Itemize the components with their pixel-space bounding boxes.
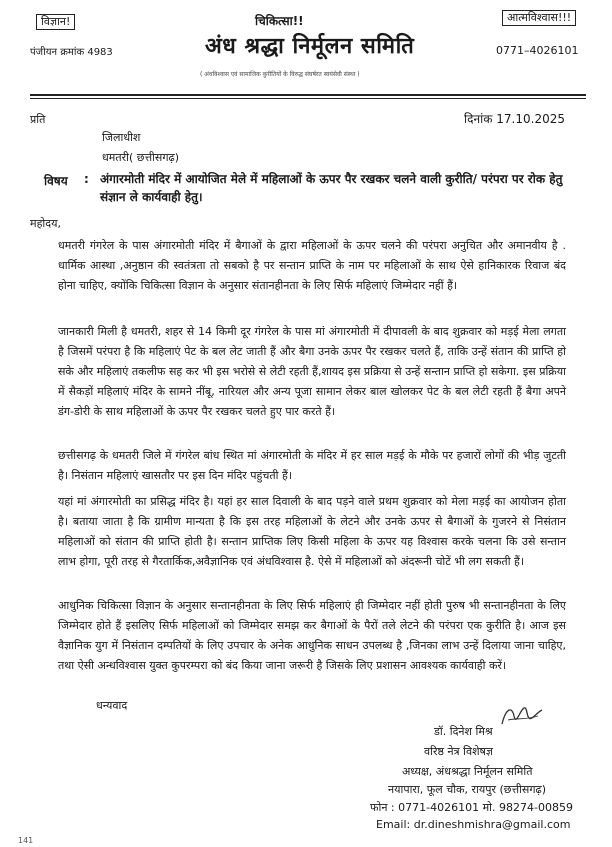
registration-number: पंजीयन क्रमांक 4983 — [30, 47, 113, 58]
body-paragraph: धमतरी गंगरेल के पास अंगारमोती मंदिर में बैगाओं के द्वारा महिलाओं के ऊपर चलने की परंपरा अनुचित और अमानवीय है . धार्मिक आस्था ,अनुष्ठान की स्वतंत्रता तो सबको है पर सन्तान प्राप्ति के नाम पर महिलाओं के साथ ऐसे हानिकारक रिवाज बंद होना चाहिए, क्योंकि चिकित्सा विज्ञान के अनुसार संतानहीनता के लिए सिर्फ महिलाएं जिम्मेदार नहीं हैं। — [58, 239, 566, 292]
recipient-title: जिलाधीश — [102, 131, 141, 144]
letterhead-tag-confidence: आत्मविश्वास!!! — [502, 10, 576, 26]
signatory-email: Email: dr.dineshmishra@gmail.com — [376, 818, 571, 831]
signature-scribble — [498, 702, 544, 730]
header-divider-thin — [30, 98, 586, 99]
header-divider — [30, 94, 586, 96]
body-paragraph: आधुनिक चिकित्सा विज्ञान के अनुसार सन्तानहीनता के लिए सिर्फ महिलाएं ही जिम्मेदार नहीं होती पुरुष भी सन्तानहीनता के लिए जिम्मेदार होते हैं इसलिए सिर्फ महिलाओं को जिम्मेदार समझ कर बैगाओं के पैरों तले लेटने की परंपरा एक कुरीति है। आज इस वैज्ञानिक युग में निसंतान दम्पतियों के लिए उपचार के अनेक आधुनिक साधन उपलब्ध है ,जिनका लाभ उन्हें दिलाया जाना चाहिए, तथा ऐसी अन्धविश्वास युक्त कुपरम्परा को बंद किया जाना जरूरी है जिसके लिए प्रशासन आवश्यक कार्यवाही करें। — [58, 599, 566, 672]
page-code: 141 — [18, 836, 34, 845]
letterhead-tag-medicine: चिकित्सा!! — [255, 14, 304, 28]
signatory-designation: वरिष्ठ नेत्र विशेषज्ञ — [424, 745, 493, 758]
salutation: महोदय, — [30, 217, 61, 230]
subject-label: विषय — [44, 174, 68, 188]
body-paragraph: जानकारी मिली है धमतरी, शहर से 14 किमी दूर गंगरेल के पास मां अंगारमोती में दीपावली के बाद शुक्रवार को मड़ई मेला लगता है जिसमें परंपरा है कि महिलाएं पेट के बल लेट जाती हैं और बैगा उनके ऊपर पैर रखकर चलते हैं, ताकि उन्हें संतान की प्राप्ति हो सके और महिलाएं तकलीफ सह कर भी इस भरोसे से लेटी रहती हैं,शायद इस प्रक्रिया से उन्हें सन्तान प्राप्ति हो सकेगा. इस प्रक्रिया में सैकड़ों महिलाएं मंदिर के सामने नींबू, नारियल और अन्य पूजा सामान लेकर बाल खोलकर पेट के बल लेटी रहती हैं बैगा अपने डंग-डोरी के साथ महिलाओं के ऊपर पैर रखकर चलते हुए पार करते हैं। — [58, 325, 566, 418]
recipient-location: धमतरी( छत्तीसगढ़) — [102, 151, 180, 164]
to-label: प्रति — [30, 113, 46, 126]
signatory-address: नयापारा, फूल चौक, रायपुर (छत्तीसगढ़) — [388, 783, 547, 796]
signatory-position: अध्यक्ष, अंधश्रद्धा निर्मूलन समिति — [402, 765, 533, 778]
letterhead-tag-science: विज्ञान! — [36, 14, 75, 30]
body-paragraph: यहां मां अंगारमोती का प्रसिद्ध मंदिर है। यहां हर साल दिवाली के बाद पड़ने वाले प्रथम शुक्रवार को मेला मड़ई का आयोजन होता है। बताया जाता है कि ग्रामीण मान्यता है कि इस तरह महिलाओं के लेटने और उनके ऊपर से बैगाओं के गुजरने से निसंतान महिलाओं को संतान की प्राप्ति होती है। सन्तान प्राप्तिक लिए किसी महिला के ऊपर यह विश्वास करके चलना कि उसे सन्तान लाभ होगा, पूरी तरह से गैरतार्किक,अवैज्ञानिक एवं अंधविश्वास है. ऐसे में महिलाओं को अंदरूनी चोटें भी लग सकती हैं। — [58, 495, 566, 568]
organization-tagline: ( अंधविश्वास एवं सामाजिक कुरीतियों के विरुद्ध संघर्षरत स्वयंसेवी संस्था ) — [200, 71, 360, 78]
closing-thanks: धन्यवाद — [96, 699, 128, 712]
subject-colon: : — [84, 172, 89, 186]
letter-date: दिनांक 17.10.2025 — [464, 112, 565, 126]
subject-text: अंगारमोती मंदिर में आयोजित मेले में महिलाओं के ऊपर पैर रखकर चलने वाली कुरीति/ परंपरा पर रोक हेतु संज्ञान ले कार्यवाही हेतु। — [100, 172, 563, 204]
organization-title: अंध श्रद्धा निर्मूलन समिति — [205, 34, 415, 59]
signatory-name: डॉ. दिनेश मिश्र — [434, 725, 493, 738]
header-phone: 0771–4026101 — [496, 44, 579, 57]
body-paragraph: छत्तीसगढ़ के धमतरी जिले में गंगरेल बांध स्थित मां अंगारमोती के मंदिर में हर साल मड़ई के मौके पर हजारों लोगों की भीड़ जुटती है। निसंतान महिलाएं खासतौर पर इस दिन मंदिर पहुंचती हैं। — [58, 449, 566, 482]
signatory-phone: फोन : 0771-4026101 मो. 98274-00859 — [370, 801, 573, 814]
